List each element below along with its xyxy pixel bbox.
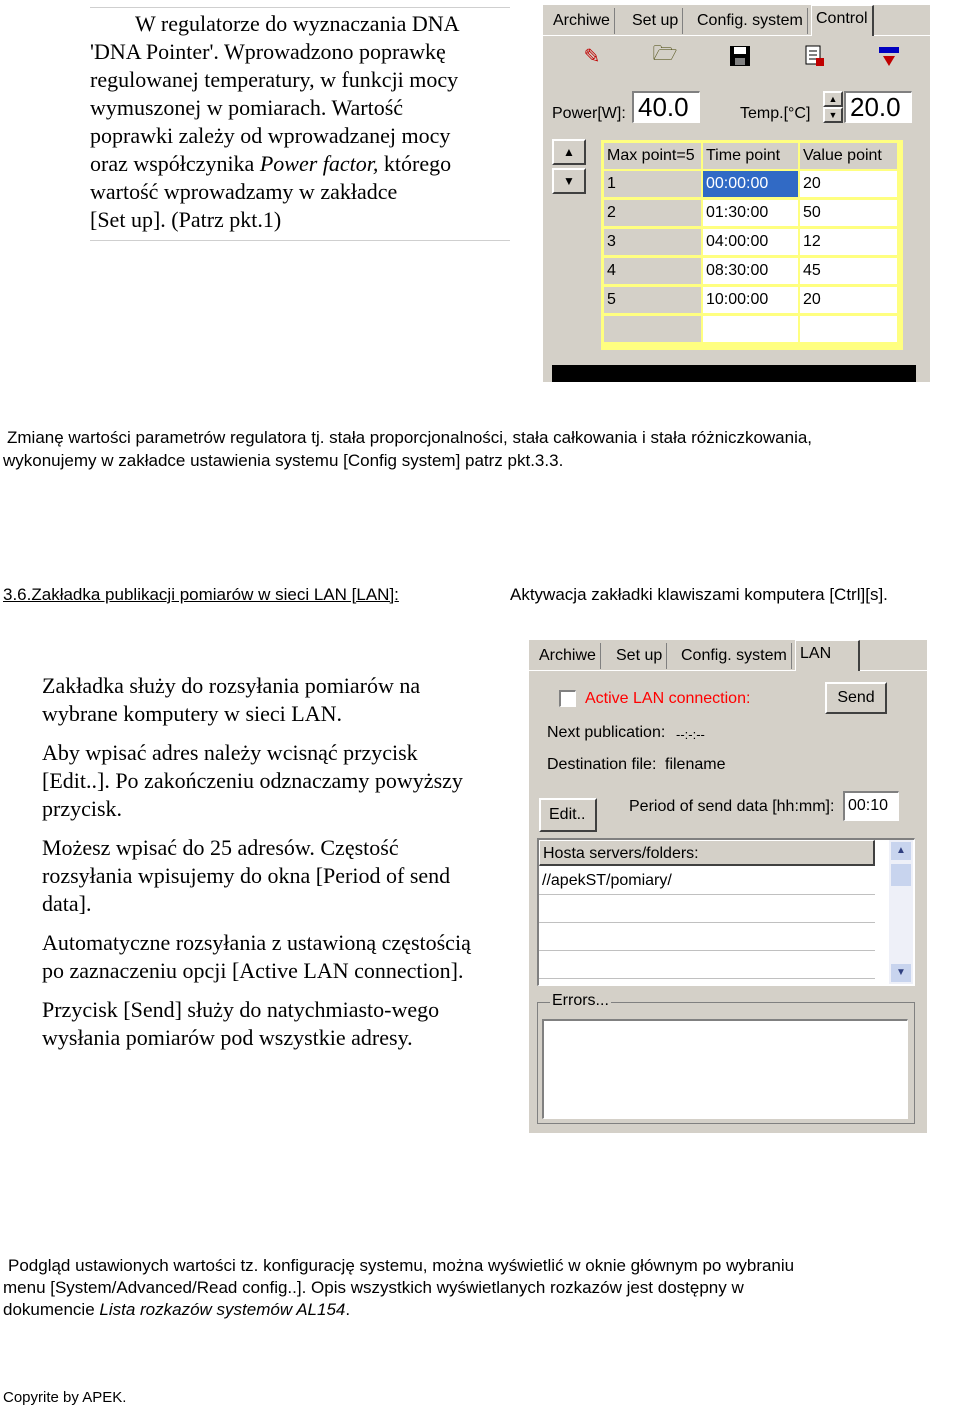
active-lan-label: Active LAN connection: bbox=[585, 690, 751, 707]
folder-open-icon[interactable]: 🗁 bbox=[652, 43, 678, 65]
intro-line: poprawki zależy od wprowadzanej mocy bbox=[90, 123, 451, 148]
tab-control[interactable] bbox=[811, 5, 874, 36]
intro-line: oraz współczynika bbox=[90, 151, 260, 176]
scroll-up-icon[interactable]: ▲ bbox=[891, 842, 911, 860]
grid-value-cell[interactable]: 20 bbox=[800, 171, 897, 197]
preview-note-line bbox=[3, 1300, 350, 1320]
errors-box[interactable] bbox=[542, 1019, 908, 1119]
errors-label: Errors... bbox=[552, 992, 609, 1009]
intro-line: [Set up]. (Patrz pkt.1) bbox=[90, 207, 282, 232]
hosts-header: Hosta servers/folders: bbox=[539, 840, 875, 866]
lan-description bbox=[42, 672, 482, 1063]
preview-note-suffix: . bbox=[345, 1300, 351, 1319]
tab-strip bbox=[529, 640, 927, 671]
lan-paragraph: Aby wpisać adres należy wcisnąć przycisk [Edit..]. Po zakończeniu odznaczamy powyższy przycisk. bbox=[42, 740, 463, 821]
hosts-row-empty[interactable] bbox=[539, 895, 875, 923]
send-label: Send bbox=[837, 689, 875, 706]
tab-label: Control bbox=[816, 10, 868, 27]
tab-lan[interactable] bbox=[795, 640, 860, 671]
grid-time-cell[interactable]: 04:00:00 bbox=[703, 229, 798, 255]
tab-label: Config. system bbox=[697, 12, 803, 29]
preview-note-line: Podgląd ustawionych wartości tz. konfigurację systemu, można wyświetlić w oknie głównym po wybraniu bbox=[8, 1256, 795, 1275]
period-label: Period of send data [hh:mm]: bbox=[629, 798, 835, 815]
scroll-thumb[interactable] bbox=[891, 864, 911, 886]
intro-line: 'DNA Pointer'. Wprowadzono poprawkę bbox=[90, 39, 446, 64]
hosts-row-empty[interactable] bbox=[539, 951, 875, 979]
edit-button[interactable] bbox=[539, 798, 597, 832]
temp-label: Temp.[°C] bbox=[740, 105, 811, 122]
grid-value-cell[interactable]: 45 bbox=[800, 258, 897, 284]
grid-header: Value point bbox=[800, 143, 897, 169]
tab-label: LAN bbox=[800, 645, 832, 662]
tab-label: Config. system bbox=[681, 647, 787, 664]
move-down-icon[interactable]: ▼ bbox=[552, 168, 586, 194]
grid-value-cell[interactable]: 50 bbox=[800, 200, 897, 226]
power-input[interactable]: 40.0 bbox=[632, 91, 700, 123]
tab-archiwe[interactable] bbox=[535, 643, 601, 669]
edit-label: Edit.. bbox=[549, 806, 586, 823]
send-button[interactable] bbox=[825, 682, 887, 714]
tab-setup[interactable] bbox=[612, 643, 667, 669]
temp-up-arrow-icon[interactable]: ▲ bbox=[823, 91, 843, 107]
preview-note-prefix: dokumencie bbox=[3, 1300, 100, 1319]
destination-value: filename bbox=[665, 756, 726, 773]
next-publication-value: --:-:-- bbox=[676, 727, 705, 742]
tab-label: Set up bbox=[616, 647, 663, 664]
intro-line: wymuszonej w pomiarach. Wartość bbox=[90, 95, 404, 120]
grid-row-number: 3 bbox=[604, 229, 701, 255]
intro-line: W regulatorze do wyznaczania DNA bbox=[135, 11, 460, 36]
intro-line: regulowanej temperatury, w funkcji mocy bbox=[90, 67, 459, 92]
grid-row-number: 5 bbox=[604, 287, 701, 313]
lan-paragraph: Automatyczne rozsyłania z ustawioną częstością po zaznaczeniu opcji [Active LAN connection]. bbox=[42, 930, 471, 983]
hosts-row-empty[interactable] bbox=[539, 923, 875, 951]
tab-label: Archiwe bbox=[553, 12, 610, 29]
save-icon[interactable] bbox=[725, 42, 755, 70]
period-input[interactable]: 00:10 bbox=[843, 791, 899, 821]
edit-icon[interactable]: ✎ bbox=[583, 45, 601, 68]
section-heading: 3.6.Zakładka publikacji pomiarów w sieci LAN [LAN]: bbox=[3, 585, 399, 604]
config-note-line: Zmianę wartości parametrów regulatora tj. stała proporcjonalności, stała całkowania i stała różniczkowania, bbox=[7, 428, 813, 447]
lan-paragraph: Przycisk [Send] służy do natychmiasto-wego wysłania pomiarów pod wszystkie adresy. bbox=[42, 997, 440, 1050]
tab-strip bbox=[543, 5, 930, 36]
tab-config-system[interactable] bbox=[693, 8, 808, 34]
document-icon[interactable] bbox=[800, 42, 830, 70]
hosts-scrollbar[interactable] bbox=[889, 840, 913, 984]
control-points-grid bbox=[601, 140, 903, 350]
temp-input[interactable]: 20.0 bbox=[844, 91, 912, 123]
grid-header: Max point=5 bbox=[604, 143, 701, 169]
grid-time-cell[interactable]: 01:30:00 bbox=[703, 200, 798, 226]
footer-copyright: Copyrite by APEK. bbox=[3, 1389, 127, 1406]
config-note-line: wykonujemy w zakładce ustawienia systemu [Config system] patrz pkt.3.3. bbox=[3, 451, 564, 470]
intro-line: wartość wprowadzamy w zakładce bbox=[90, 179, 398, 204]
destination-label: Destination file: bbox=[547, 756, 657, 773]
grid-row-empty bbox=[604, 316, 701, 342]
lan-window bbox=[529, 640, 927, 1133]
lan-paragraph: Możesz wpisać do 25 adresów. Częstość rozsyłania wpisujemy do okna [Period of send data]. bbox=[42, 835, 451, 916]
grid-cell-empty[interactable] bbox=[800, 316, 897, 342]
status-strip bbox=[552, 365, 916, 382]
tab-label: Archiwe bbox=[539, 647, 596, 664]
preview-note-line: menu [System/Advanced/Read config..]. Opis wszystkich wyświetlanych rozkazów jest dostępny w bbox=[3, 1278, 744, 1297]
lan-paragraph: Zakładka służy do rozsyłania pomiarów na wybrane komputery w sieci LAN. bbox=[42, 673, 421, 726]
hosts-row[interactable]: //apekST/pomiary/ bbox=[539, 867, 875, 895]
tab-config-system[interactable] bbox=[677, 643, 792, 669]
grid-value-cell[interactable]: 12 bbox=[800, 229, 897, 255]
grid-time-cell[interactable]: 08:30:00 bbox=[703, 258, 798, 284]
activation-note: Aktywacja zakładki klawiszami komputera [Ctrl][s]. bbox=[510, 585, 888, 604]
upload-icon[interactable] bbox=[874, 42, 904, 70]
power-factor-term: Power factor, bbox=[259, 151, 379, 176]
grid-header: Time point bbox=[703, 143, 798, 169]
grid-row-number: 1 bbox=[604, 171, 701, 197]
temp-down-arrow-icon[interactable]: ▼ bbox=[823, 107, 843, 123]
grid-cell-empty[interactable] bbox=[703, 316, 798, 342]
grid-time-cell[interactable]: 10:00:00 bbox=[703, 287, 798, 313]
tab-archiwe[interactable] bbox=[549, 8, 615, 34]
grid-time-cell[interactable]: 00:00:00 bbox=[703, 171, 798, 197]
errors-group bbox=[537, 992, 915, 1124]
document-title: Lista rozkazów systemów AL154 bbox=[99, 1300, 346, 1319]
intro-paragraph bbox=[90, 7, 510, 241]
tab-setup[interactable] bbox=[628, 8, 683, 34]
tab-label: Set up bbox=[632, 12, 679, 29]
grid-row-number: 2 bbox=[604, 200, 701, 226]
active-lan-checkbox[interactable] bbox=[559, 690, 576, 707]
hosts-list[interactable] bbox=[537, 838, 915, 986]
next-publication-label: Next publication: bbox=[547, 724, 666, 741]
grid-row-number: 4 bbox=[604, 258, 701, 284]
scroll-down-icon[interactable]: ▼ bbox=[891, 964, 911, 982]
move-up-icon[interactable]: ▲ bbox=[552, 139, 586, 165]
intro-line-tail: którego bbox=[378, 151, 452, 176]
grid-value-cell[interactable]: 20 bbox=[800, 287, 897, 313]
power-label: Power[W]: bbox=[552, 105, 626, 122]
